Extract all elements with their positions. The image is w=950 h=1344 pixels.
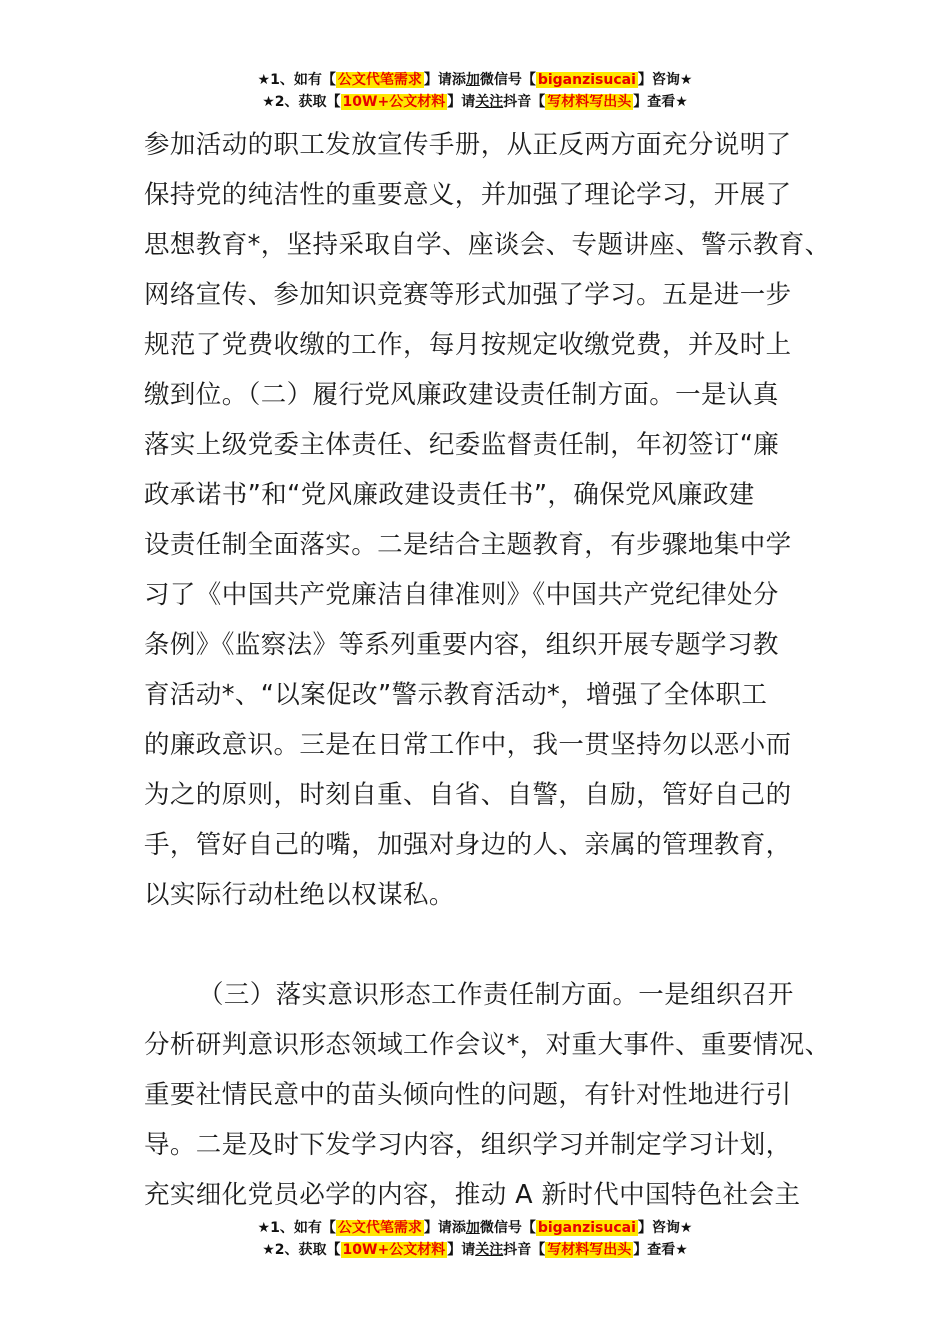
highlight-wechat-id: biganzisucai xyxy=(537,72,636,88)
paragraph-part-2 xyxy=(144,970,831,1220)
star-icon: ★ xyxy=(679,72,693,88)
paragraph-line: 的廉政意识。三是在日常工作中，我一贯坚持勿以恶小而 xyxy=(144,730,792,760)
paragraph-line: 规范了党费收缴的工作，每月按规定收缴党费，并及时上 xyxy=(144,330,792,360)
document-body xyxy=(144,120,831,1220)
star-icon: ★ xyxy=(675,94,688,110)
banner-text: 】咨询 xyxy=(637,1220,680,1236)
paragraph-line: 思想教育*，坚持采取自学、座谈会、专题讲座、警示教育、 xyxy=(144,230,831,260)
banner-text: 微信号【 xyxy=(479,72,536,88)
highlight-wechat-id: biganzisucai xyxy=(537,1220,636,1236)
paragraph-line: （三）落实意识形态工作责任制方面。一是组织召开 xyxy=(198,980,794,1010)
star-icon: ★ xyxy=(675,1242,688,1258)
banner-text: 2、获取【 xyxy=(274,1242,341,1258)
paragraph-line: 缴到位。（二）履行党风廉政建设责任制方面。一是认真 xyxy=(144,380,779,410)
paragraph-line: 分析研判意识形态领域工作会议*，对重大事件、重要情况、 xyxy=(144,1030,831,1060)
banner-text: 】请 xyxy=(447,94,476,110)
paragraph-line: 网络宣传、参加知识竞赛等形式加强了学习。五是进一步 xyxy=(144,280,792,310)
star-icon: ★ xyxy=(257,72,271,88)
star-icon: ★ xyxy=(262,94,275,110)
banner-text: 抖音【 xyxy=(503,1242,546,1258)
banner-underlined-text: 加 xyxy=(465,72,480,88)
highlight-douyin: 写材料写出头 xyxy=(547,94,632,110)
header-banner xyxy=(0,69,950,113)
paragraph-line: 充实细化党员必学的内容，推动 A 新时代中国特色社会主 xyxy=(144,1180,801,1210)
banner-text: 抖音【 xyxy=(503,94,546,110)
banner-underlined-text: 关注 xyxy=(475,94,504,110)
paragraph-line: 条例》《监察法》等系列重要内容，组织开展专题学习教 xyxy=(144,630,779,660)
paragraph-line: 育活动*、“以案促改”警示教育活动*，增强了全体职工 xyxy=(144,680,768,710)
highlight-service: 公文代笔需求 xyxy=(337,72,422,88)
banner-text: 】查看 xyxy=(633,1242,676,1258)
paragraph-gap xyxy=(144,920,824,970)
paragraph-line: 手，管好自己的嘴，加强对身边的人、亲属的管理教育， xyxy=(144,830,792,860)
banner-text: 】查看 xyxy=(633,94,676,110)
highlight-materials: 10W+公文材料 xyxy=(342,94,446,110)
paragraph-line: 以实际行动杜绝以权谋私。 xyxy=(144,880,455,910)
paragraph-line: 保持党的纯洁性的重要意义，并加强了理论学习，开展了 xyxy=(144,180,792,210)
paragraph-line: 重要社情民意中的苗头倾向性的问题，有针对性地进行引 xyxy=(144,1080,792,1110)
highlight-service: 公文代笔需求 xyxy=(337,1220,422,1236)
paragraph-part-1 xyxy=(144,120,831,920)
banner-text: 】请 xyxy=(447,1242,476,1258)
banner-line-1 xyxy=(0,69,950,91)
highlight-materials: 10W+公文材料 xyxy=(342,1242,446,1258)
footer-banner xyxy=(0,1217,950,1261)
paragraph-line: 为之的原则，时刻自重、自省、自警，自励，管好自己的 xyxy=(144,780,792,810)
banner-underlined-text: 加 xyxy=(465,1220,480,1236)
banner-text: 】咨询 xyxy=(637,72,680,88)
paragraph-line: 落实上级党委主体责任、纪委监督责任制，年初签订“廉 xyxy=(144,430,780,460)
star-icon: ★ xyxy=(679,1220,693,1236)
banner-line-2 xyxy=(0,91,950,113)
highlight-douyin: 写材料写出头 xyxy=(547,1242,632,1258)
banner-text: 】请添 xyxy=(423,1220,466,1236)
paragraph-line: 设责任制全面落实。二是结合主题教育，有步骤地集中学 xyxy=(144,530,792,560)
banner-line-1 xyxy=(0,1217,950,1239)
star-icon: ★ xyxy=(257,1220,271,1236)
banner-line-2 xyxy=(0,1239,950,1261)
paragraph-line: 政承诺书”和“党风廉政建设责任书”，确保党风廉政建 xyxy=(144,480,755,510)
banner-text: 】请添 xyxy=(423,72,466,88)
banner-text: 1、如有【 xyxy=(270,1220,336,1236)
banner-underlined-text: 关注 xyxy=(475,1242,504,1258)
star-icon: ★ xyxy=(262,1242,275,1258)
paragraph-line: 参加活动的职工发放宣传手册，从正反两方面充分说明了 xyxy=(144,130,792,160)
banner-text: 1、如有【 xyxy=(270,72,336,88)
paragraph-line: 习了《中国共产党廉洁自律准则》《中国共产党纪律处分 xyxy=(144,580,779,610)
paragraph-line: 导。二是及时下发学习内容，组织学习并制定学习计划， xyxy=(144,1130,792,1160)
banner-text: 2、获取【 xyxy=(274,94,341,110)
banner-text: 微信号【 xyxy=(479,1220,536,1236)
